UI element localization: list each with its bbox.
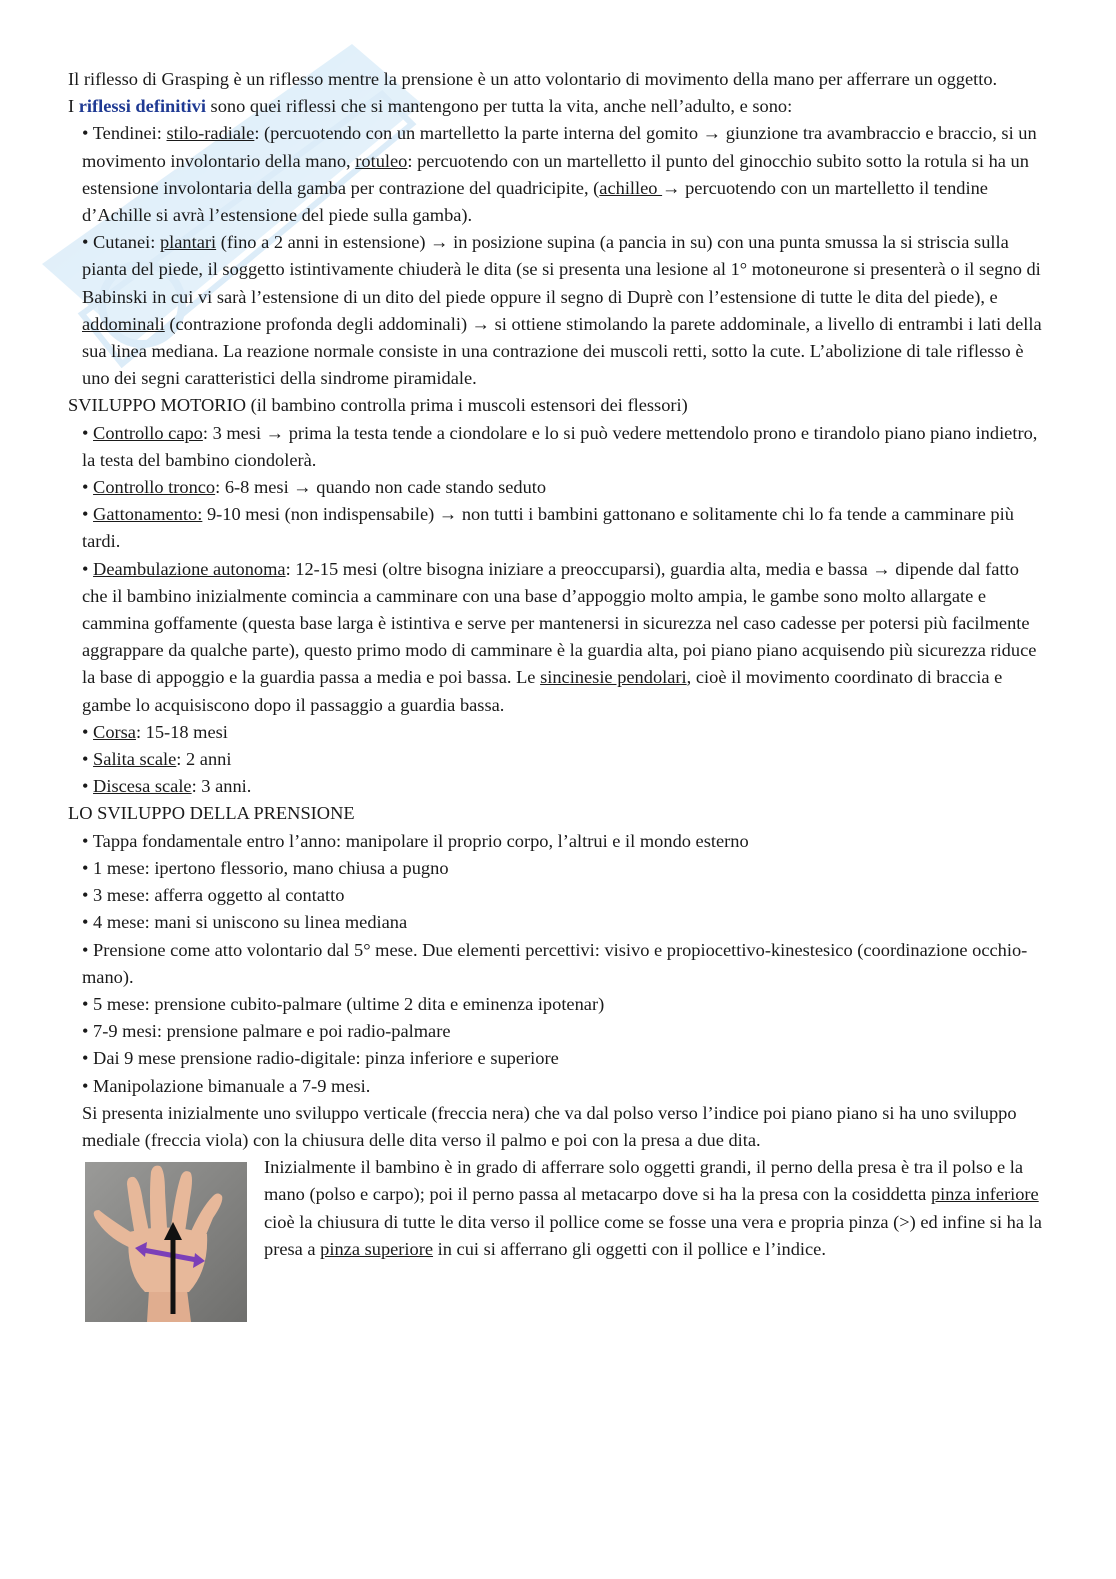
definitive-reflexes-paragraph xyxy=(68,93,1048,120)
discesa-scale-term: Discesa scale xyxy=(93,776,192,797)
controllo-capo-text: : 3 mesi → prima la testa tende a ciondolare e lo si può vedere mettendolo prono e tirandolo piano piano indietro, la testa del bambino ciondolerà. xyxy=(82,422,1038,470)
list-item: • Manipolazione bimanuale a 7-9 mesi. xyxy=(82,1075,371,1096)
list-item: • 5 mese: prensione cubito-palmare (ultime 2 dita e eminenza ipotenar) xyxy=(82,993,605,1014)
controllo-tronco-text: : 6-8 mesi → quando non cade stando seduto xyxy=(215,477,547,498)
tendinei-text-2: : percuotendo con un martelletto il punto del ginocchio subito sotto la rotula si ha un estensione involontaria della gamba per contrazione del quadricipite, ( xyxy=(82,150,1029,198)
figure-caption-text xyxy=(264,1154,1048,1263)
bullet: • xyxy=(82,776,94,797)
bullet: • xyxy=(82,721,94,742)
list-item: • Prensione come atto volontario dal 5° mese. Due elementi percettivi: visivo e propiocettivo-kinestesico (coordinazione occhio-mano). xyxy=(82,939,1028,987)
tendinei-lead: • Tendinei: xyxy=(82,123,167,144)
pinza-superiore-term: pinza superiore xyxy=(320,1238,434,1259)
cutanei-lead: • Cutanei: xyxy=(82,232,160,253)
hand-arrows-illustration xyxy=(85,1162,247,1322)
deambulazione-item xyxy=(68,556,1048,719)
list-item xyxy=(68,474,1048,501)
grasping-paragraph: Il riflesso di Grasping è un riflesso mentre la prensione è un atto volontario di movimento della mano per afferrare un oggetto. xyxy=(68,69,998,89)
controllo-tronco-term: Controllo tronco xyxy=(93,477,216,498)
deambulazione-text-1: : 12-15 mesi (oltre bisogna iniziare a preoccuparsi), guardia alta, media e bassa → dipende dal fatto che il bambino inizialmente comincia a camminare con una base d’appoggio molto ampia, le gambe sono molto allargate e cammina goffamente (questa base larga è istintiva e serve per mantenersi in sicurezza nel caso cadesse per potersi più facilmente aggrappare da qualche parte), questo primo modo di camminare è la guardia alta, poi piano piano acquisendo più sicurezza riduce la base di appoggio e la guardia passa a media e poi bassa. Le xyxy=(82,558,1037,688)
tendinei-item xyxy=(68,120,1048,229)
hand-icon xyxy=(85,1162,247,1322)
list-item: • 4 mese: mani si uniscono su linea mediana xyxy=(82,912,408,933)
list-item xyxy=(68,420,1048,474)
document-body xyxy=(68,66,1048,1314)
discesa-scale-text: : 3 anni. xyxy=(191,776,252,797)
bullet: • xyxy=(82,749,94,770)
development-paragraph: Si presenta inizialmente uno sviluppo verticale (freccia nera) che va dal polso verso l’indice poi piano piano si ha uno sviluppo mediale (freccia viola) con la chiusura delle dita verso il palmo e poi con la presa a due dita. xyxy=(82,1102,1017,1150)
salita-scale-text: : 2 anni xyxy=(176,749,232,770)
bullet: • xyxy=(82,422,94,443)
prensione-heading: LO SVILUPPO DELLA PRENSIONE xyxy=(68,803,355,824)
figure-text-1: Inizialmente il bambino è in grado di afferrare solo oggetti grandi, il perno della presa è tra il polso e la mano (polso e carpo); poi il perno passa al metacarpo dove si ha la presa con la cosiddetta xyxy=(264,1157,1024,1205)
cutanei-item xyxy=(68,229,1048,392)
rotuleo-term: rotuleo xyxy=(355,150,408,171)
stilo-radiale-term: stilo-radiale xyxy=(166,123,255,144)
figure-text-3: in cui si afferrano gli oggetti con il pollice e l’indice. xyxy=(433,1238,826,1259)
achilleo-term: achilleo xyxy=(599,177,663,198)
deambulazione-text-2: , cioè il movimento coordinato di braccia e gambe lo acquisiscono dopo il passaggio a guardia bassa. xyxy=(82,667,1003,715)
cutanei-text-2: (contrazione profonda degli addominali) → si ottiene stimolando la parete addominale, a livello di entrambi i lati della sua linea mediana. La reazione normale consiste in una contrazione dei muscoli retti, sotto la cute. L’abolizione di tale riflesso è uno dei segni caratteristici della sindrome piramidale. xyxy=(82,313,1042,389)
list-item: • Tappa fondamentale entro l’anno: manipolare il proprio corpo, l’altrui e il mondo esterno xyxy=(82,830,749,851)
addominali-term: addominali xyxy=(82,313,165,334)
list-item: • 7-9 mesi: prensione palmare e poi radio-palmare xyxy=(82,1021,451,1042)
corsa-text: : 15-18 mesi xyxy=(135,721,228,742)
list-item xyxy=(68,501,1048,555)
bullet: • xyxy=(82,558,94,579)
list-item xyxy=(68,719,1048,746)
tendinei-text-3: → percuotendo con un martelletto il tendine d’Achille si avrà l’estensione del piede sulla gamba). xyxy=(82,177,988,226)
pinza-inferiore-term: pinza inferiore xyxy=(930,1184,1039,1205)
definitivi-rest: sono quei riflessi che si mantengono per tutta la vita, anche nell’adulto, e sono: xyxy=(205,96,793,117)
definitivi-prefix: I xyxy=(68,96,79,117)
figure-block xyxy=(68,1154,1048,1314)
gattonamento-text: 9-10 mesi (non indispensabile) → non tutti i bambini gattonano e solitamente chi lo fa tende a camminare più tardi. xyxy=(82,504,1014,552)
corsa-term: Corsa xyxy=(93,721,136,742)
definitivi-bold-term: riflessi definitivi xyxy=(78,96,206,117)
cutanei-text-1: (fino a 2 anni in estensione) → in posizione supina (a pancia in su) con una punta smussa la si striscia sulla pianta del piede, il soggetto istintivamente chiuderà le dita (se si presenta una lesione al 1° motoneurone si presenterà o il segno di Babinski in cui vi sarà l’estensione di un dito del piede oppure il segno di Duprè con l’estensione di tutte le dita del piede), e xyxy=(82,232,1041,307)
deambulazione-term: Deambulazione autonoma xyxy=(93,558,286,579)
controllo-capo-term: Controllo capo xyxy=(93,422,203,443)
plantari-term: plantari xyxy=(159,232,217,253)
figure-text-2: cioè la chiusura di tutte le dita verso il pollice come se fosse una vera e propria pinza (>) ed infine si ha la presa a xyxy=(264,1211,1042,1259)
motor-heading: SVILUPPO MOTORIO (il bambino controlla prima i muscoli estensori dei flessori) xyxy=(68,395,688,416)
sincinesie-term: sincinesie pendolari xyxy=(540,667,687,688)
list-item: • Dai 9 mese prensione radio-digitale: pinza inferiore e superiore xyxy=(82,1048,559,1069)
list-item xyxy=(68,746,1048,773)
list-item: • 3 mese: afferra oggetto al contatto xyxy=(82,885,345,906)
list-item: • 1 mese: ipertono flessorio, mano chiusa a pugno xyxy=(82,857,449,878)
bullet: • xyxy=(82,477,94,498)
tendinei-text-1: : (percuotendo con un martelletto la parte interna del gomito → giunzione tra avambraccio e braccio, si un movimento involontario della mano, xyxy=(82,123,1037,171)
bullet: • xyxy=(82,504,94,525)
gattonamento-term: Gattonamento: xyxy=(93,504,203,525)
list-item xyxy=(68,773,1048,800)
salita-scale-term: Salita scale xyxy=(93,749,177,770)
